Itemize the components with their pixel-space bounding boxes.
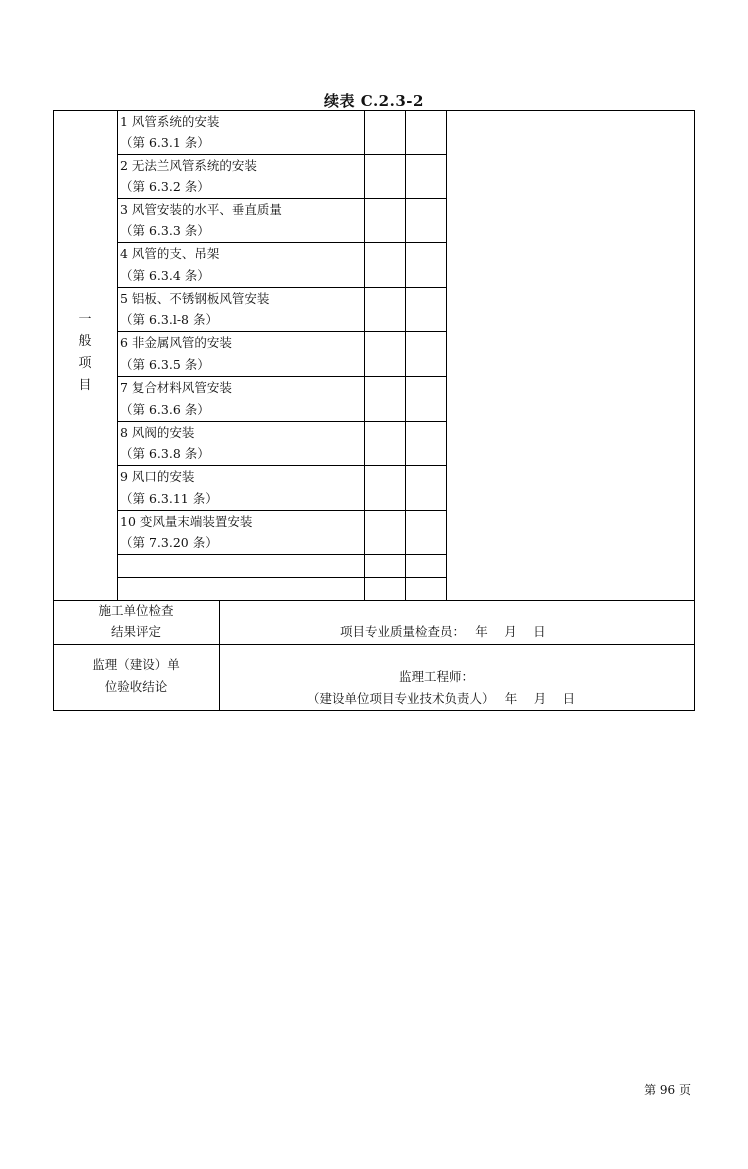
- item-title: 5 铝板、不锈钢板风管安装: [120, 291, 270, 306]
- grid-col-line: [446, 110, 447, 600]
- border-bottom: [53, 710, 695, 711]
- grid-row-line: [117, 554, 447, 555]
- section-label-general-items: [77, 309, 93, 397]
- grid-row-line: [117, 577, 447, 578]
- item-clause: （第 6.3.8 条）: [120, 446, 210, 461]
- owner-responsible-signature: （建设单位项目专业技术负责人） 年 月 日: [307, 691, 576, 706]
- item-clause: （第 6.3.4 条）: [120, 268, 210, 283]
- item-clause: （第 6.3.6 条）: [120, 402, 210, 417]
- item-title: 1 风管系统的安装: [120, 114, 220, 129]
- item-title: 3 风管安装的水平、垂直质量: [120, 202, 282, 217]
- supervision-label: 位验收结论: [104, 679, 168, 694]
- item-title: 7 复合材料风管安装: [120, 380, 232, 395]
- item-clause: （第 7.3.20 条）: [120, 535, 218, 550]
- section-label-char: 般: [78, 334, 92, 349]
- construction-check-label: 施工单位检查: [98, 603, 174, 618]
- table-title: 续表 C.2.3-2: [324, 92, 424, 110]
- grid-col-line: [117, 110, 118, 600]
- supervision-engineer-signature: 监理工程师：: [399, 669, 475, 684]
- section-label-char: 项: [78, 356, 92, 371]
- item-clause: （第 6.3.1 条）: [120, 135, 210, 150]
- section-label-char: 一: [78, 312, 92, 327]
- section-col-line: [219, 600, 220, 711]
- section-line: [53, 644, 695, 645]
- item-clause: （第 6.3.11 条）: [120, 491, 218, 506]
- border-right: [694, 110, 695, 711]
- item-clause: （第 6.3.5 条）: [120, 357, 210, 372]
- item-title: 2 无法兰风管系统的安装: [120, 158, 257, 173]
- section-label-char: 目: [78, 378, 92, 393]
- item-clause: （第 6.3.3 条）: [120, 223, 210, 238]
- item-title: 8 风阀的安装: [120, 425, 195, 440]
- item-clause: （第 6.3.2 条）: [120, 179, 210, 194]
- item-title: 6 非金属风管的安装: [120, 335, 232, 350]
- inspection-table: [53, 110, 695, 711]
- supervision-label: 监理（建设）单: [92, 657, 180, 672]
- grid-col-line: [364, 110, 365, 600]
- page-number: 第 96 页: [644, 1083, 691, 1097]
- item-title: 4 风管的支、吊架: [120, 246, 220, 261]
- grid-col-line: [405, 110, 406, 600]
- construction-check-label: 结果评定: [110, 624, 161, 639]
- quality-inspector-signature: 项目专业质量检查员： 年 月 日: [340, 624, 546, 639]
- item-title: 10 变风量末端装置安装: [120, 514, 253, 529]
- item-clause: （第 6.3.l-8 条）: [120, 312, 218, 327]
- item-title: 9 风口的安装: [120, 469, 195, 484]
